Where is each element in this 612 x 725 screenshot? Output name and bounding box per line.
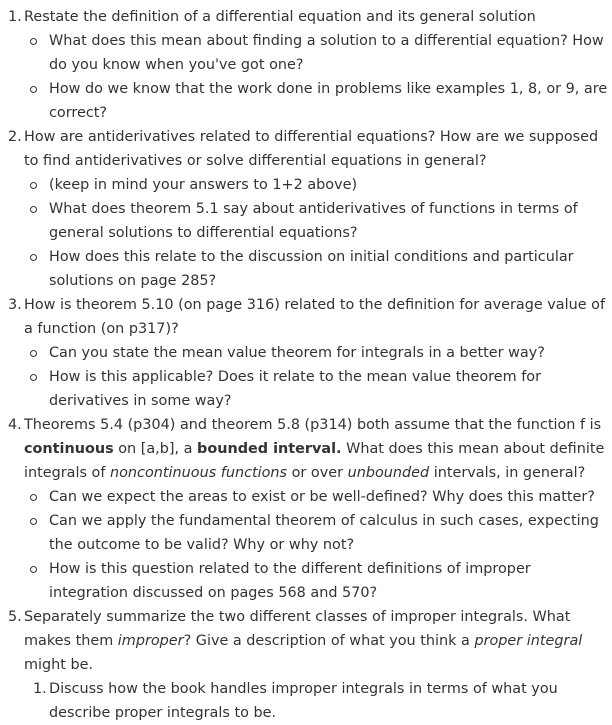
emphasis-improper: improper — [117, 633, 184, 649]
sub-question-text: Discuss how the book handles improper integrals in terms of what you describe proper integrals to be. — [49, 681, 558, 721]
sub-question — [0, 509, 612, 557]
bullet-icon — [30, 254, 37, 261]
question-5 — [0, 605, 612, 725]
sub-question — [0, 677, 612, 725]
bullet-icon — [30, 566, 37, 573]
sub-question-text: Can you state the mean value theorem for integrals in a better way? — [49, 345, 545, 361]
question-2 — [0, 125, 612, 293]
bullet-icon — [30, 374, 37, 381]
question-text-part: might be. — [24, 657, 94, 673]
sub-question — [0, 77, 612, 125]
emphasis-continuous: continuous — [24, 441, 114, 457]
emphasis-noncontinuous-functions: noncontinuous functions — [110, 465, 288, 481]
emphasis-bounded-interval: bounded interval. — [197, 441, 342, 457]
sub-question — [0, 365, 612, 413]
emphasis-unbounded: unbounded — [347, 465, 430, 481]
bullet-icon — [30, 494, 37, 501]
sub-question-text: What does theorem 5.1 say about antiderivatives of functions in terms of general solutions to differential equations? — [49, 201, 578, 241]
question-text: How are antiderivatives related to differential equations? How are we supposed to find antiderivatives or solve differential equations in general? — [24, 129, 599, 169]
sub-question-text: How does this relate to the discussion on initial conditions and particular solutions on page 285? — [49, 249, 574, 289]
sub-question — [0, 245, 612, 293]
sub-question — [0, 197, 612, 245]
question-text-part: Theorems 5.4 (p304) and theorem 5.8 (p314) both assume that the function f is — [24, 417, 602, 433]
sub-question-text: (keep in mind your answers to 1+2 above) — [49, 177, 358, 193]
sub-question-text: How is this question related to the different definitions of improper integration discussed on pages 568 and 570? — [49, 561, 531, 601]
question-text: How is theorem 5.10 (on page 316) related to the definition for average value of a function (on p317)? — [24, 297, 606, 337]
sub-question-text: What does this mean about finding a solution to a differential equation? How do you know when you've got one? — [49, 33, 604, 73]
bullet-icon — [30, 38, 37, 45]
sub-question-number: 1. — [33, 681, 47, 697]
sub-question-text: How do we know that the work done in problems like examples 1, 8, or 9, are correct? — [49, 81, 608, 121]
sub-question-text: Can we expect the areas to exist or be well-defined? Why does this matter? — [49, 489, 595, 505]
sub-question — [0, 173, 612, 197]
question-4 — [0, 413, 612, 605]
emphasis-proper-integral: proper integral — [474, 633, 583, 649]
question-text-part: intervals, in general? — [429, 465, 586, 481]
sub-question-text: How is this applicable? Does it relate to the mean value theorem for derivatives in some way? — [49, 369, 541, 409]
question-number: 2. — [8, 129, 22, 145]
bullet-icon — [30, 518, 37, 525]
sub-question — [0, 341, 612, 365]
question-text-part: or over — [287, 465, 348, 481]
question-number: 3. — [8, 297, 22, 313]
question-text: Restate the definition of a differential equation and its general solution — [24, 9, 536, 25]
question-number: 4. — [8, 417, 22, 433]
question-number: 1. — [8, 9, 22, 25]
question-1 — [0, 5, 612, 125]
question-number: 5. — [8, 609, 22, 625]
sub-question — [0, 557, 612, 605]
bullet-icon — [30, 350, 37, 357]
bullet-icon — [30, 182, 37, 189]
question-text-part: on [a,b], a — [113, 441, 198, 457]
question-3 — [0, 293, 612, 413]
sub-question — [0, 29, 612, 77]
question-text-part: What does this mean about definite integrals of — [24, 441, 605, 481]
question-text-part: ? Give a description of what you think a — [183, 633, 475, 649]
bullet-icon — [30, 86, 37, 93]
question-text-part: Separately summarize the two different classes of improper integrals. What makes them — [24, 609, 571, 649]
sub-question — [0, 485, 612, 509]
bullet-icon — [30, 206, 37, 213]
sub-question-text: Can we apply the fundamental theorem of calculus in such cases, expecting the outcome to be valid? Why or why not? — [49, 513, 599, 553]
